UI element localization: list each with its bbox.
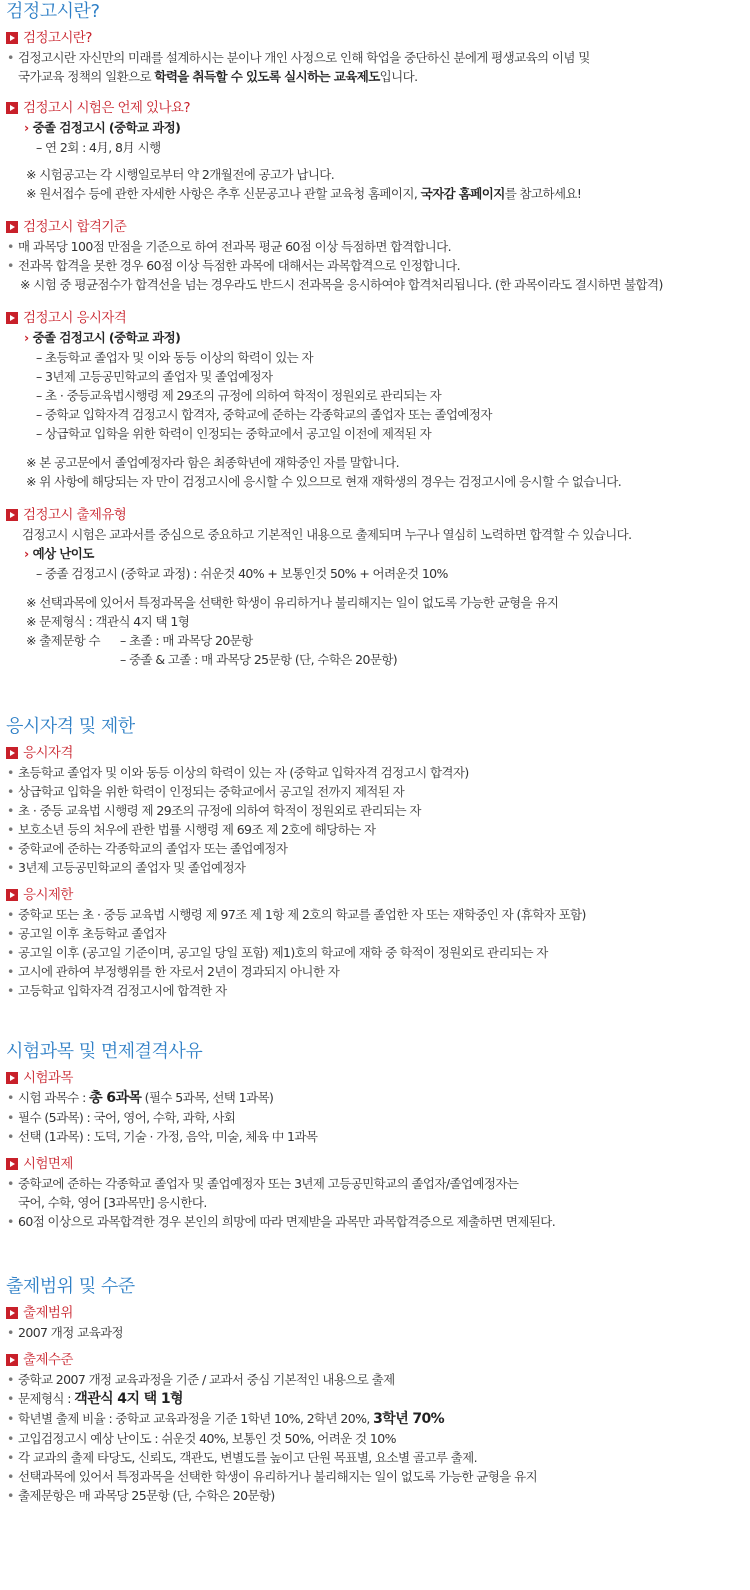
list-item: [6, 1409, 744, 1429]
heading-label: 시험과목: [23, 1070, 73, 1086]
list-item: • 60점 이상으로 과목합격한 경우 본인의 희망에 따라 면제받을 과목만 과목합격증으로 제출하면 면제된다.: [6, 1212, 744, 1231]
text: 를 참고하세요!: [504, 186, 582, 201]
text: 문제형식 :: [18, 1391, 75, 1406]
note-line: ※ 위 사항에 해당되는 자 만이 검정고시에 응시할 수 있으므로 현재 재학생의 경우는 검정고시에 응시할 수 없습니다.: [26, 474, 622, 489]
section-title-eligibility: 응시자격 및 제한: [6, 716, 135, 737]
note-label: ※ 출제문항 수: [26, 633, 100, 648]
sub-heading-label: 중졸 검정고시 (중학교 과정): [32, 120, 181, 135]
list-item: • 매 과목당 100점 만점을 기준으로 하여 전과목 평균 60점 이상 득점하면 합격합니다.: [6, 237, 744, 256]
heading-exam-schedule: [6, 98, 744, 118]
sub-heading-difficulty: [6, 544, 744, 564]
bullet-square-icon: [6, 747, 18, 759]
section-title-scope: 출제범위 및 수준: [6, 1276, 135, 1297]
eligibility-line: – 초등학교 졸업자 및 이와 동등 이상의 학력이 있는 자: [36, 350, 313, 365]
bullet-square-icon: [6, 1158, 18, 1170]
note-line: ※ 문제형식 : 객관식 4지 택 1형: [26, 614, 190, 629]
list-item: • 각 교과의 출제 타당도, 신뢰도, 객관도, 변별도를 높이고 단원 목표별, 요소별 골고루 출제.: [6, 1448, 744, 1467]
list-item: • 공고일 이후 (공고일 기준이며, 공고일 당일 포함) 제1)호의 학교에 재학 중 학적이 정원외로 관리되는 자: [6, 943, 744, 962]
bullet-square-icon: [6, 1307, 18, 1319]
heading-eligibility: [6, 308, 744, 328]
list-item: • 초 · 중등 교육법 시행령 제 29조의 규정에 의하여 학적이 정원외로 관리되는 자: [6, 801, 744, 820]
list-item: [6, 1389, 744, 1409]
list-item: • 보호소년 등의 처우에 관한 법률 시행령 제 69조 제 2호에 해당하는 자: [6, 820, 744, 839]
list-item: • 2007 개정 교육과정: [6, 1323, 744, 1342]
note-value: – 중졸 & 고졸 : 매 과목당 25문항 (단, 수학은 20문항): [120, 652, 398, 667]
list-item: • 고시에 관하여 부정행위를 한 자로서 2년이 경과되지 아니한 자: [6, 962, 744, 981]
list-item: • 전과목 합격을 못한 경우 60점 이상 득점한 과목에 대해서는 과목합격으로 인정합니다.: [6, 256, 744, 275]
bullet-square-icon: [6, 509, 18, 521]
list-item: • 출제문항은 매 과목당 25문항 (단, 수학은 20문항): [6, 1486, 744, 1505]
heading-label: 출제범위: [23, 1305, 73, 1321]
paragraph-definition: [6, 48, 744, 67]
note-value: – 초졸 : 매 과목당 20문항: [120, 633, 253, 648]
sub-heading-middle-school: [6, 118, 744, 138]
chevron-right-icon: ›: [24, 546, 29, 561]
text: (필수 5과목, 선택 1과목): [141, 1090, 274, 1105]
bullet-square-icon: [6, 1072, 18, 1084]
bullet-square-icon: [6, 102, 18, 114]
eligibility-line: – 초 · 중등교육법시행령 제 29조의 규정에 의하여 학적이 정원외로 관리되는 자: [36, 388, 442, 403]
bullet-square-icon: [6, 32, 18, 44]
emphasis-text: 학력을 취득할 수 있도록 실시하는 교육제도: [154, 69, 380, 84]
sub-heading-label: 중졸 검정고시 (중학교 과정): [32, 330, 181, 345]
heading-label: 시험면제: [23, 1156, 73, 1172]
intro-text: 검정고시 시험은 교과서를 중심으로 중요하고 기본적인 내용으로 출제되며 누구나 열심히 노력하면 합격할 수 있습니다.: [22, 527, 632, 542]
heading-label: 검정고시 응시자격: [23, 310, 127, 326]
list-item: [6, 1088, 744, 1108]
text: ※ 원서접수 등에 관한 자세한 사항은 추후 신문공고나 관할 교육청 홈페이지,: [26, 186, 421, 201]
heading-restrictions: [6, 885, 744, 905]
heading-subjects: [6, 1068, 744, 1088]
heading-question-type: [6, 505, 744, 525]
bullet-square-icon: [6, 221, 18, 233]
list-item: • 중학교 2007 개정 교육과정을 기준 / 교과서 중심 기본적인 내용으로 출제: [6, 1370, 744, 1389]
emphasis-text: 객관식 4지 택 1형: [74, 1391, 183, 1407]
text: 학년별 출제 비율 : 중학교 교육과정을 기준 1학년 10%, 2학년 20%,: [18, 1411, 374, 1426]
list-item: • 공고일 이후 초등학교 졸업자: [6, 924, 744, 943]
heading-exemption: [6, 1154, 744, 1174]
heading-label: 검정고시란?: [23, 30, 92, 46]
eligibility-line: – 중학교 입학자격 검정고시 합격자, 중학교에 준하는 각종학교의 졸업자 또는 졸업예정자: [36, 407, 492, 422]
list-item: • 선택과목에 있어서 특정과목을 선택한 학생이 유리하거나 불리해지는 일이 없도록 가능한 균형을 유지: [6, 1467, 744, 1486]
schedule-line: – 연 2회 : 4月, 8月 시행: [36, 140, 161, 155]
list-item: • 중학교에 준하는 각종학교 졸업자 및 졸업예정자 또는 3년제 고등공민학교의 졸업자/졸업예정자는: [6, 1174, 744, 1193]
eligibility-line: – 3년제 고등공민학교의 졸업자 및 졸업예정자: [36, 369, 273, 384]
chevron-right-icon: ›: [24, 330, 29, 345]
heading-label: 검정고시 시험은 언제 있나요?: [23, 100, 190, 116]
text: 시험 과목수 :: [18, 1090, 90, 1105]
heading-what-is-exam: [6, 28, 744, 48]
text: 국가교육 정책의 일환으로: [18, 69, 155, 84]
text: 검정고시란 자신만의 미래를 설계하시는 분이나 개인 사정으로 인해 학업을 중단하신 분에게 평생교육의 이념 및: [18, 50, 590, 65]
heading-label: 출제수준: [23, 1352, 73, 1368]
bullet-square-icon: [6, 1354, 18, 1366]
emphasis-text: 총 6과목: [89, 1090, 142, 1106]
list-item: • 중학교에 준하는 각종학교의 졸업자 또는 졸업예정자: [6, 839, 744, 858]
list-item: • 중학교 또는 초 · 중등 교육법 시행령 제 97조 제 1항 제 2호의 학교를 졸업한 자 또는 재학중인 자 (휴학자 포함): [6, 905, 744, 924]
text: 입니다.: [379, 69, 418, 84]
note-question-count: [6, 631, 744, 650]
paragraph-definition-cont: [6, 67, 744, 86]
difficulty-line: – 중졸 검정고시 (중학교 과정) : 쉬운것 40% + 보통인것 50% + 어려운것 10%: [36, 566, 448, 581]
section-title-what-is-exam: 검정고시란?: [6, 1, 100, 22]
sub-heading-middle-school: [6, 328, 744, 348]
emphasis-text: 3학년 70%: [373, 1411, 445, 1427]
list-item: • 초등학교 졸업자 및 이와 동등 이상의 학력이 있는 자 (중학교 입학자격 검정고시 합격자): [6, 763, 744, 782]
list-item: • 고입검정고시 예상 난이도 : 쉬운것 40%, 보통인 것 50%, 어려운 것 10%: [6, 1429, 744, 1448]
heading-label: 응시자격: [23, 745, 73, 761]
heading-eligibility-list: [6, 743, 744, 763]
list-item: • 필수 (5과목) : 국어, 영어, 수학, 과학, 사회: [6, 1108, 744, 1127]
homepage-reference: 국자감 홈페이지: [420, 186, 505, 201]
bullet-square-icon: [6, 889, 18, 901]
heading-label: 응시제한: [23, 887, 73, 903]
heading-pass-criteria: [6, 217, 744, 237]
heading-label: 검정고시 합격기준: [23, 219, 127, 235]
heading-label: 검정고시 출제유형: [23, 507, 127, 523]
note-line: ※ 선택과목에 있어서 특정과목을 선택한 학생이 유리하거나 불리해지는 일이 없도록 가능한 균형을 유지: [26, 595, 559, 610]
eligibility-line: – 상급학교 입학을 위한 학력이 인정되는 중학교에서 공고일 이전에 제적된 자: [36, 426, 432, 441]
note-line: ※ 시험 중 평균점수가 합격선을 넘는 경우라도 반드시 전과목을 응시하여야 합격처리됩니다. (한 과목이라도 결시하면 불합격): [20, 277, 663, 292]
bullet-square-icon: [6, 312, 18, 324]
list-item: • 고등학교 입학자격 검정고시에 합격한 자: [6, 981, 744, 1000]
list-item: • 상급학교 입학을 위한 학력이 인정되는 중학교에서 공고일 전까지 제적된 자: [6, 782, 744, 801]
list-item: • 3년제 고등공민학교의 졸업자 및 졸업예정자: [6, 858, 744, 877]
chevron-right-icon: ›: [24, 120, 29, 135]
note-line: ※ 시험공고는 각 시행일로부터 약 2개월전에 공고가 납니다.: [26, 167, 335, 182]
list-item-cont: 국어, 수학, 영어 [3과목만] 응시한다.: [18, 1195, 207, 1210]
sub-heading-label: 예상 난이도: [32, 546, 94, 561]
note-line: ※ 본 공고문에서 졸업예정자라 함은 최종학년에 재학중인 자를 말합니다.: [26, 455, 400, 470]
list-item: • 선택 (1과목) : 도덕, 기술 · 가정, 음악, 미술, 체육 中 1과목: [6, 1127, 744, 1146]
heading-scope: [6, 1303, 744, 1323]
note-line: [6, 184, 744, 203]
section-title-subjects: 시험과목 및 면제결격사유: [6, 1041, 203, 1062]
heading-level: [6, 1350, 744, 1370]
